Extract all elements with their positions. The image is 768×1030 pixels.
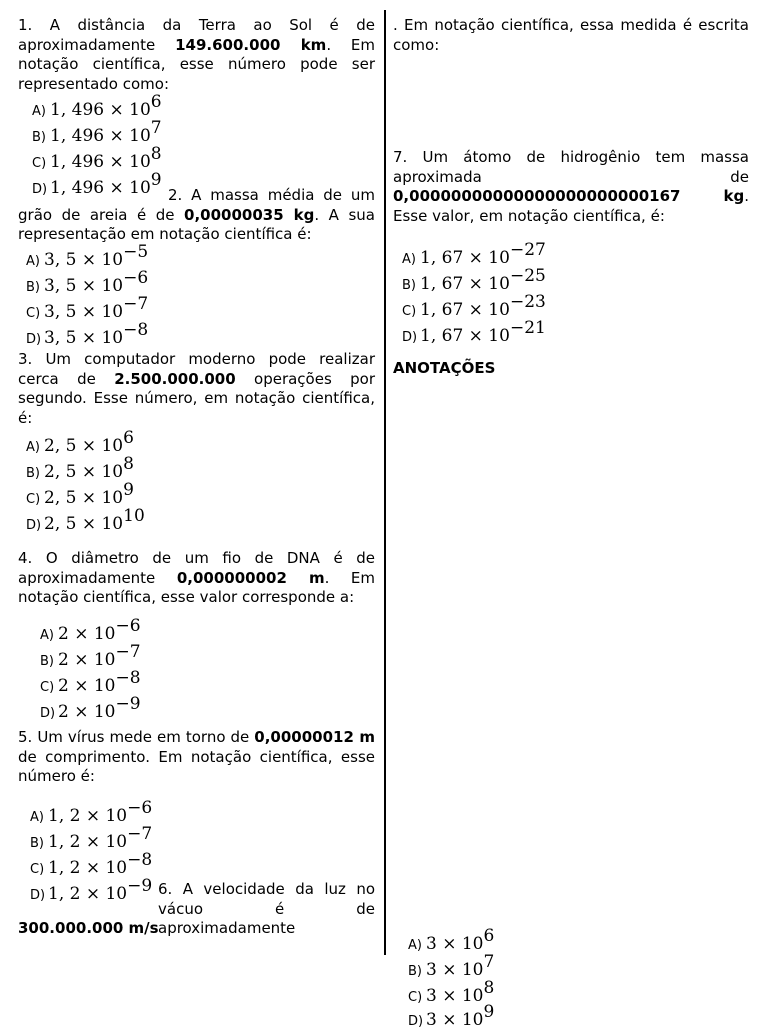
q1-option-a[interactable] (32, 94, 162, 118)
option-value: 1, 67 × 10 (420, 326, 510, 346)
option-letter: B) (402, 278, 416, 293)
option-exponent: 6 (483, 926, 495, 946)
option-letter: A) (402, 252, 416, 267)
q7-option-d[interactable] (402, 320, 546, 344)
option-value: 1, 67 × 10 (420, 248, 510, 268)
option-letter: B) (408, 964, 422, 979)
q5-option-d[interactable] (30, 878, 152, 902)
question-6-part-2 (18, 919, 375, 939)
option-letter: D) (402, 330, 418, 345)
option-exponent: −8 (123, 320, 149, 340)
question-text: 1. A distância da Terra ao Sol é de aproximadamente (18, 16, 375, 54)
q6-option-c[interactable] (408, 980, 494, 1004)
q7-option-a[interactable] (402, 242, 546, 266)
option-value: 2 × 10 (58, 624, 116, 644)
question-text: 6. A velocidade da luz no vácuo é de aproximadamente (158, 880, 375, 937)
option-value: 3 × 10 (426, 960, 484, 980)
q2-option-d[interactable] (26, 322, 148, 346)
option-exponent: 9 (150, 170, 162, 190)
option-exponent: −21 (509, 318, 546, 338)
q6-option-a[interactable] (408, 928, 494, 952)
option-value: 3 × 10 (426, 986, 484, 1006)
question-text: de comprimento. Em notação científica, esse número é: (18, 747, 375, 785)
q4-option-c[interactable] (40, 670, 141, 694)
option-value: 2, 5 × 10 (44, 514, 124, 534)
option-value: 1, 2 × 10 (48, 858, 128, 878)
option-value: 1, 67 × 10 (420, 274, 510, 294)
q5-option-a[interactable] (30, 800, 152, 824)
option-letter: C) (26, 306, 41, 321)
option-exponent: −23 (509, 292, 546, 312)
option-letter: C) (40, 680, 55, 695)
question-4 (18, 549, 375, 608)
q1-option-c[interactable] (32, 146, 162, 170)
q2-option-b[interactable] (26, 270, 148, 294)
option-value: 1, 2 × 10 (48, 884, 128, 904)
option-value: 1, 67 × 10 (420, 300, 510, 320)
option-letter: A) (26, 440, 40, 455)
option-exponent: −7 (115, 642, 141, 662)
q3-option-c[interactable] (26, 482, 134, 506)
q4-option-d[interactable] (40, 696, 141, 720)
q4-option-a[interactable] (40, 618, 141, 642)
option-exponent: −6 (115, 616, 141, 636)
option-value: 3 × 10 (426, 934, 484, 954)
option-letter: D) (30, 888, 46, 903)
q7-option-b[interactable] (402, 268, 546, 292)
q5-option-b[interactable] (30, 826, 152, 850)
option-value: 3, 5 × 10 (44, 276, 124, 296)
option-letter: C) (30, 862, 45, 877)
option-letter: A) (32, 104, 46, 119)
option-value: 1, 496 × 10 (50, 178, 151, 198)
option-letter: A) (26, 254, 40, 269)
option-exponent: 6 (123, 428, 134, 448)
option-letter: B) (30, 836, 44, 851)
option-letter: A) (40, 628, 54, 643)
question-text: 7. Um átomo de hidrogênio tem massa aproximada de (393, 148, 749, 186)
q4-option-b[interactable] (40, 644, 141, 668)
option-value: 2, 5 × 10 (44, 436, 124, 456)
q3-option-a[interactable] (26, 430, 134, 454)
question-1 (18, 16, 375, 94)
question-7 (393, 148, 749, 226)
option-value: 1, 2 × 10 (48, 832, 128, 852)
option-letter: D) (32, 182, 48, 197)
option-letter: B) (40, 654, 54, 669)
option-value: 2, 5 × 10 (44, 462, 124, 482)
option-value: 2 × 10 (58, 650, 116, 670)
q1-option-b[interactable] (32, 120, 162, 144)
question-5 (18, 728, 375, 787)
question-value: 300.000.000 m/s (18, 919, 159, 937)
q5-option-c[interactable] (30, 852, 152, 876)
question-2 (18, 186, 375, 245)
option-value: 1, 496 × 10 (50, 126, 151, 146)
option-value: 3, 5 × 10 (44, 302, 124, 322)
option-value: 3, 5 × 10 (44, 328, 124, 348)
option-exponent: −7 (127, 824, 153, 844)
question-text: 2. A massa média de um grão de areia é de (18, 186, 375, 224)
option-letter: A) (30, 810, 44, 825)
question-value: 0,00000000000000000000000167 kg (393, 187, 745, 205)
q6-option-d[interactable] (408, 1004, 494, 1028)
question-value: 0,00000035 kg (184, 205, 315, 224)
option-value: 2 × 10 (58, 676, 116, 696)
option-exponent: −7 (123, 294, 149, 314)
option-exponent: −9 (115, 694, 141, 714)
option-exponent: 9 (483, 1002, 495, 1022)
question-text: . A sua representação em notação científica é: (18, 205, 375, 243)
option-value: 2 × 10 (58, 702, 116, 722)
question-text: . Esse valor, em notação científica, é: (393, 187, 749, 225)
option-value: 1, 496 × 10 (50, 100, 151, 120)
option-exponent: −6 (123, 268, 149, 288)
option-letter: D) (40, 706, 56, 721)
question-value: 0,00000012 m (254, 728, 375, 746)
option-exponent: 7 (150, 118, 162, 138)
option-exponent: 8 (123, 454, 134, 474)
question-value: 2.500.000.000 (114, 369, 236, 388)
option-value: 1, 496 × 10 (50, 152, 151, 172)
question-text: operações por segundo. Esse número, em notação científica, é: (18, 369, 375, 427)
option-letter: C) (32, 156, 47, 171)
q6-option-b[interactable] (408, 954, 494, 978)
question-text: 4. O diâmetro de um fio de DNA é de aproximadamente (18, 549, 375, 587)
question-text: . Em notação científica, essa medida é escrita como: (393, 16, 749, 54)
option-value: 1, 2 × 10 (48, 806, 128, 826)
option-letter: D) (26, 332, 42, 347)
option-exponent: −8 (127, 850, 153, 870)
question-text: . Em notação científica, esse valor corresponde a: (18, 568, 375, 606)
option-exponent: −6 (127, 798, 153, 818)
option-letter: C) (26, 492, 41, 507)
notes-heading: ANOTAÇÕES (393, 359, 496, 377)
option-value: 2, 5 × 10 (44, 488, 124, 508)
q7-option-c[interactable] (402, 294, 546, 318)
question-value: 0,000000002 m (176, 568, 325, 587)
q3-option-d[interactable] (26, 508, 145, 532)
option-letter: D) (408, 1014, 424, 1029)
option-letter: B) (26, 280, 40, 295)
option-exponent: 8 (483, 978, 495, 998)
column-divider (384, 10, 386, 955)
option-exponent: −9 (127, 876, 153, 896)
option-exponent: −8 (115, 668, 141, 688)
option-letter: C) (408, 990, 423, 1005)
option-exponent: −27 (509, 240, 546, 260)
option-letter: B) (26, 466, 40, 481)
option-exponent: 6 (150, 92, 162, 112)
option-value: 3 × 10 (426, 1010, 484, 1030)
option-exponent: −25 (509, 266, 546, 286)
question-6-continuation (393, 16, 749, 55)
option-exponent: 10 (123, 506, 145, 526)
option-exponent: 7 (483, 952, 495, 972)
question-text: 5. Um vírus mede em torno de (18, 728, 255, 746)
question-value: 149.600.000 km (175, 35, 327, 54)
q3-option-b[interactable] (26, 456, 134, 480)
option-exponent: 8 (150, 144, 162, 164)
question-text: 3. Um computador moderno pode realizar cerca de (18, 350, 375, 388)
option-letter: D) (26, 518, 42, 533)
option-letter: A) (408, 938, 422, 953)
option-letter: B) (32, 130, 46, 145)
q2-option-c[interactable] (26, 296, 148, 320)
option-letter: C) (402, 304, 417, 319)
option-value: 3, 5 × 10 (44, 250, 124, 270)
option-exponent: −5 (123, 242, 149, 262)
q2-option-a[interactable] (26, 244, 148, 268)
question-text: . Em notação científica, esse número pode ser representado como: (18, 35, 375, 93)
option-exponent: 9 (123, 480, 134, 500)
question-3 (18, 350, 375, 428)
